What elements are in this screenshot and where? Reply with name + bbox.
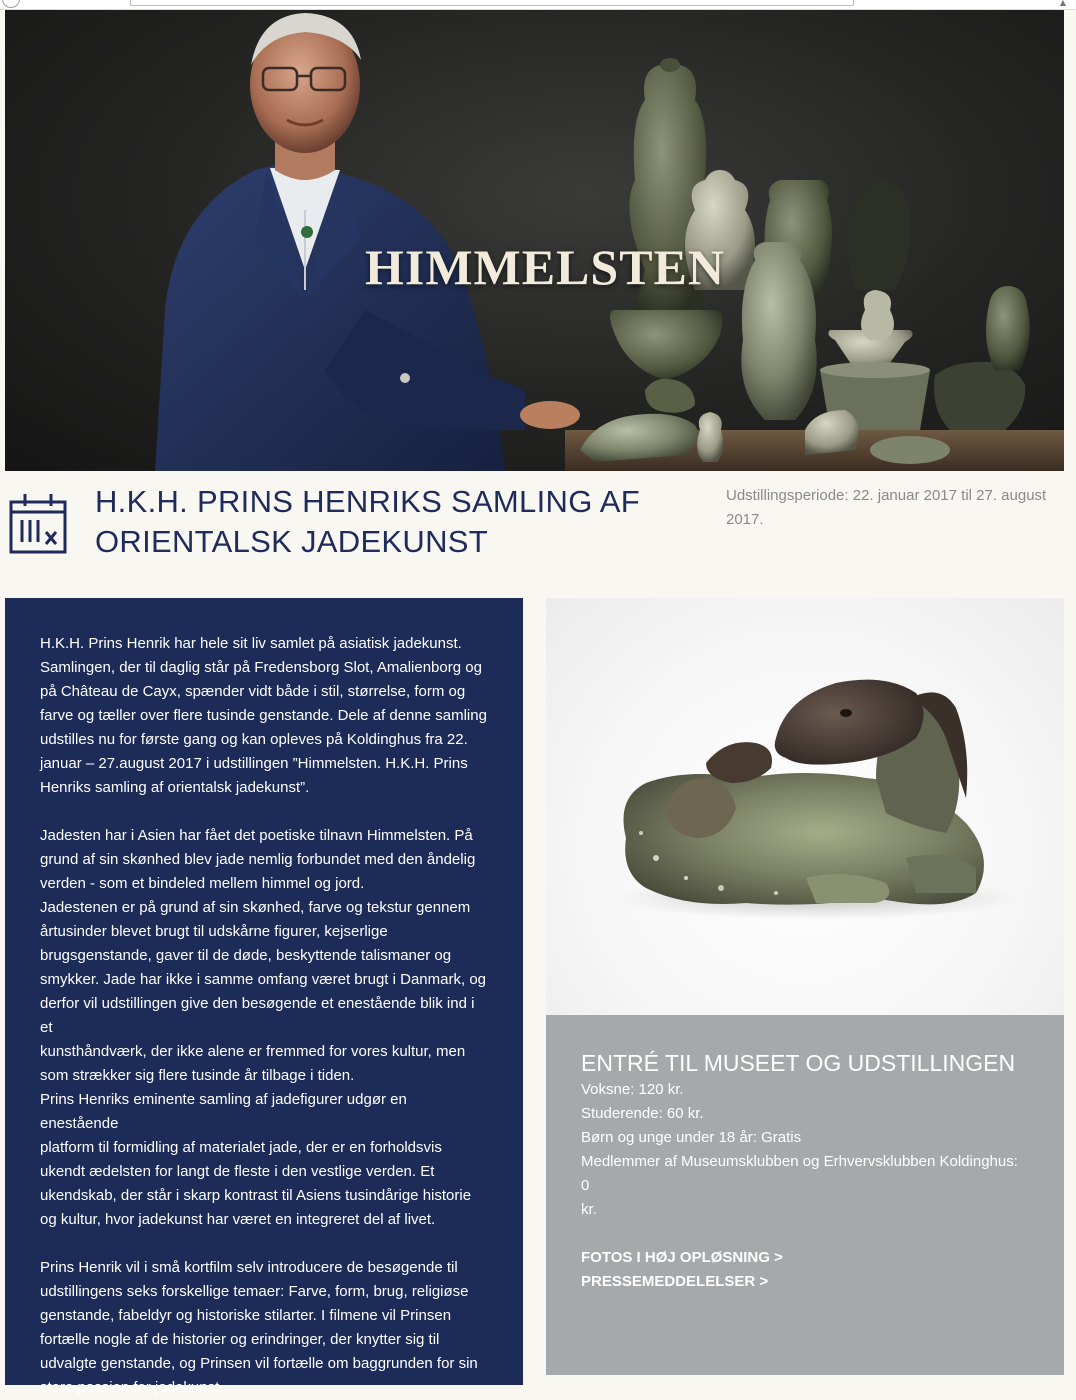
- description-paragraph-2: Jadesten har i Asien har fået det poetiske tilnavn Himmelsten. På grund af sin skønhed blev jade nemlig forbundet med den åndelig verden - som et bindeled mellem himmel og jord. Jadestenen er på grund af sin skønhed, farve og tekstur gennem årtusinder blevet brugt til udskårne figurer, kejserlige brugsgenstande, gaver til de døde, beskyttende talismaner og smykker. Jade har ikke i samme omfang været brugt i Danmark, og derfor vil udstillingen give den besøgende et enestående blik ind i et kunsthåndværk, der ikke alene er fremmed for vores kultur, men som strækker sig flere tusinde år tilbage i tiden. Prins Henriks eminente samling af jadefigurer udgør en enestående platform til formidling af materialet jade, der er en forholdsvis ukendt ædelsten for langt de fleste i den vestlige verden. Et ukendskab, der står i skarp kontrast til Asiens tusindårige historie og kultur, hvor jadekunst har været en integreret del af livet.: [40, 827, 487, 1228]
- exhibition-title: [95, 482, 705, 562]
- exhibition-period-line2: 2017.: [726, 511, 764, 528]
- hero-title: HIMMELSTEN: [364, 239, 726, 295]
- calendar-icon: [8, 492, 68, 556]
- admission-heading: ENTRÉ TIL MUSEET OG UDSTILLINGEN: [581, 1050, 1016, 1076]
- admission-students: Studerende: 60 kr.: [581, 1105, 704, 1122]
- admission-children: Børn og unge under 18 år: Gratis: [581, 1129, 802, 1146]
- address-bar[interactable]: [130, 0, 854, 6]
- description-paragraph-3: Prins Henrik vil i små kortfilm selv introducere de besøgende til udstillingens seks forskellige temaer: Farve, form, brug, religiøse genstande, fabeldyr og historiske stilarter. I filmene vil Prinsen fortælle nogle af de historier og erindringer, der knytter sig til udvalgte genstande, og Prinsen vil fortælle om baggrunden for sin store passion for jadekunst.: [40, 1259, 478, 1396]
- hero-banner: [5, 10, 1064, 471]
- browser-toolbar: [0, 0, 1076, 10]
- admission-adults: Voksne: 120 kr.: [581, 1081, 684, 1098]
- exhibition-period-line1: Udstillingsperiode: 22. januar 2017 til 27. august: [726, 487, 1047, 504]
- browser-button[interactable]: [2, 0, 20, 8]
- jade-horse-image: [546, 598, 1064, 1015]
- description-paragraph-1: H.K.H. Prins Henrik har hele sit liv samlet på asiatisk jadekunst. Samlingen, der til daglig står på Fredensborg Slot, Amalienborg og på Château de Cayx, spænder vidt både i stil, størrelse, form og farve og tæller over flere tusinde genstande. Dele af denne samling udstilles nu for første gang og kan opleves på Koldinghus fra 22. januar – 27.august 2017 i udstillingen ”Himmelsten. H.K.H. Prins Henriks samling af orientalsk jadekunst”.: [40, 635, 487, 796]
- admission-info-box: [546, 1015, 1064, 1375]
- scroll-up-icon[interactable]: ▲: [1059, 0, 1066, 7]
- exhibition-period: [726, 484, 1061, 532]
- high-resolution-photos-link[interactable]: FOTOS I HØJ OPLØSNING >: [581, 1249, 783, 1266]
- press-links: [581, 1246, 1029, 1294]
- description-panel: [5, 598, 523, 1396]
- press-releases-link[interactable]: PRESSEMEDDELELSER >: [581, 1273, 769, 1290]
- admission-members: Medlemmer af Museumsklubben og Erhvervsklubben Koldinghus: 0 kr.: [581, 1153, 1018, 1218]
- exhibition-title-line2: ORIENTALSK JADEKUNST: [95, 524, 489, 559]
- exhibition-title-line1: H.K.H. PRINS HENRIKS SAMLING AF: [95, 484, 641, 519]
